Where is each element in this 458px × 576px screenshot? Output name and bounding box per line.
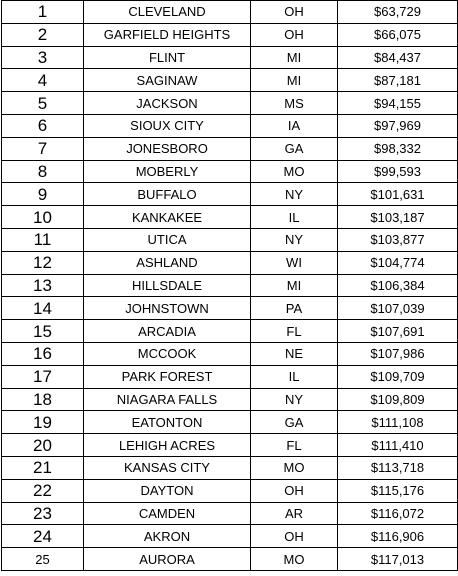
- price-cell: $115,176: [338, 479, 458, 502]
- rank-cell: 8: [2, 160, 84, 183]
- state-cell: NY: [251, 228, 338, 251]
- city-cell: KANKAKEE: [84, 206, 251, 229]
- rank-cell: 18: [2, 388, 84, 411]
- state-cell: FL: [251, 320, 338, 343]
- price-cell: $116,072: [338, 502, 458, 525]
- city-cell: JONESBORO: [84, 137, 251, 160]
- table-row: [2, 388, 458, 411]
- rank-cell: 1: [2, 1, 84, 24]
- state-cell: MO: [251, 456, 338, 479]
- table-row: [2, 548, 458, 571]
- price-cell: $104,774: [338, 251, 458, 274]
- table-row: [2, 114, 458, 137]
- price-cell: $109,809: [338, 388, 458, 411]
- price-cell: $107,039: [338, 297, 458, 320]
- state-cell: MO: [251, 160, 338, 183]
- price-cell: $84,437: [338, 46, 458, 69]
- rank-cell: 25: [2, 548, 84, 571]
- price-cell: $97,969: [338, 114, 458, 137]
- rank-cell: 7: [2, 137, 84, 160]
- rank-cell: 2: [2, 23, 84, 46]
- city-cell: CLEVELAND: [84, 1, 251, 24]
- state-cell: OH: [251, 1, 338, 24]
- table-row: [2, 411, 458, 434]
- city-cell: UTICA: [84, 228, 251, 251]
- price-cell: $87,181: [338, 69, 458, 92]
- price-cell: $111,108: [338, 411, 458, 434]
- table-row: [2, 46, 458, 69]
- city-cell: DAYTON: [84, 479, 251, 502]
- rank-cell: 17: [2, 365, 84, 388]
- table-row: [2, 274, 458, 297]
- city-cell: AKRON: [84, 525, 251, 548]
- state-cell: MI: [251, 69, 338, 92]
- table-row: [2, 160, 458, 183]
- state-cell: PA: [251, 297, 338, 320]
- table-row: [2, 434, 458, 457]
- city-cell: PARK FOREST: [84, 365, 251, 388]
- price-cell: $101,631: [338, 183, 458, 206]
- price-cell: $111,410: [338, 434, 458, 457]
- city-cell: CAMDEN: [84, 502, 251, 525]
- rank-cell: 23: [2, 502, 84, 525]
- city-cell: SAGINAW: [84, 69, 251, 92]
- price-cell: $103,877: [338, 228, 458, 251]
- state-cell: GA: [251, 137, 338, 160]
- table-row: [2, 228, 458, 251]
- rank-cell: 6: [2, 114, 84, 137]
- city-cell: EATONTON: [84, 411, 251, 434]
- rank-cell: 3: [2, 46, 84, 69]
- rank-cell: 10: [2, 206, 84, 229]
- city-cell: ARCADIA: [84, 320, 251, 343]
- table-row: [2, 23, 458, 46]
- city-cell: JACKSON: [84, 92, 251, 115]
- city-cell: FLINT: [84, 46, 251, 69]
- price-cell: $99,593: [338, 160, 458, 183]
- state-cell: OH: [251, 23, 338, 46]
- price-cell: $107,986: [338, 342, 458, 365]
- rank-cell: 4: [2, 69, 84, 92]
- state-cell: NY: [251, 183, 338, 206]
- price-cell: $106,384: [338, 274, 458, 297]
- rank-cell: 11: [2, 228, 84, 251]
- table-row: [2, 479, 458, 502]
- state-cell: IA: [251, 114, 338, 137]
- price-cell: $63,729: [338, 1, 458, 24]
- table-row: [2, 456, 458, 479]
- table-row: [2, 251, 458, 274]
- price-cell: $113,718: [338, 456, 458, 479]
- state-cell: OH: [251, 525, 338, 548]
- city-cell: LEHIGH ACRES: [84, 434, 251, 457]
- rank-cell: 14: [2, 297, 84, 320]
- table-row: [2, 206, 458, 229]
- state-cell: OH: [251, 479, 338, 502]
- city-cell: MOBERLY: [84, 160, 251, 183]
- table-row: [2, 1, 458, 24]
- price-cell: $117,013: [338, 548, 458, 571]
- price-cell: $94,155: [338, 92, 458, 115]
- city-cell: NIAGARA FALLS: [84, 388, 251, 411]
- city-cell: AURORA: [84, 548, 251, 571]
- state-cell: WI: [251, 251, 338, 274]
- price-cell: $107,691: [338, 320, 458, 343]
- state-cell: MS: [251, 92, 338, 115]
- price-cell: $109,709: [338, 365, 458, 388]
- rank-cell: 15: [2, 320, 84, 343]
- state-cell: MI: [251, 274, 338, 297]
- city-ranking-table: [1, 0, 458, 571]
- state-cell: NE: [251, 342, 338, 365]
- city-cell: HILLSDALE: [84, 274, 251, 297]
- state-cell: AR: [251, 502, 338, 525]
- rank-cell: 21: [2, 456, 84, 479]
- rank-cell: 24: [2, 525, 84, 548]
- state-cell: FL: [251, 434, 338, 457]
- table-row: [2, 297, 458, 320]
- state-cell: MO: [251, 548, 338, 571]
- price-cell: $116,906: [338, 525, 458, 548]
- city-cell: MCCOOK: [84, 342, 251, 365]
- rank-cell: 22: [2, 479, 84, 502]
- state-cell: GA: [251, 411, 338, 434]
- table-row: [2, 92, 458, 115]
- rank-cell: 13: [2, 274, 84, 297]
- table-row: [2, 365, 458, 388]
- rank-cell: 16: [2, 342, 84, 365]
- table-row: [2, 502, 458, 525]
- city-cell: SIOUX CITY: [84, 114, 251, 137]
- rank-cell: 5: [2, 92, 84, 115]
- table-row: [2, 342, 458, 365]
- city-cell: GARFIELD HEIGHTS: [84, 23, 251, 46]
- city-cell: KANSAS CITY: [84, 456, 251, 479]
- table-body: [2, 1, 458, 571]
- rank-cell: 12: [2, 251, 84, 274]
- rank-cell: 9: [2, 183, 84, 206]
- state-cell: IL: [251, 365, 338, 388]
- table-row: [2, 525, 458, 548]
- state-cell: MI: [251, 46, 338, 69]
- state-cell: IL: [251, 206, 338, 229]
- price-cell: $103,187: [338, 206, 458, 229]
- price-cell: $98,332: [338, 137, 458, 160]
- rank-cell: 20: [2, 434, 84, 457]
- city-cell: BUFFALO: [84, 183, 251, 206]
- table-row: [2, 69, 458, 92]
- table-row: [2, 137, 458, 160]
- rank-cell: 19: [2, 411, 84, 434]
- price-cell: $66,075: [338, 23, 458, 46]
- state-cell: NY: [251, 388, 338, 411]
- city-cell: JOHNSTOWN: [84, 297, 251, 320]
- city-cell: ASHLAND: [84, 251, 251, 274]
- table-row: [2, 320, 458, 343]
- table-row: [2, 183, 458, 206]
